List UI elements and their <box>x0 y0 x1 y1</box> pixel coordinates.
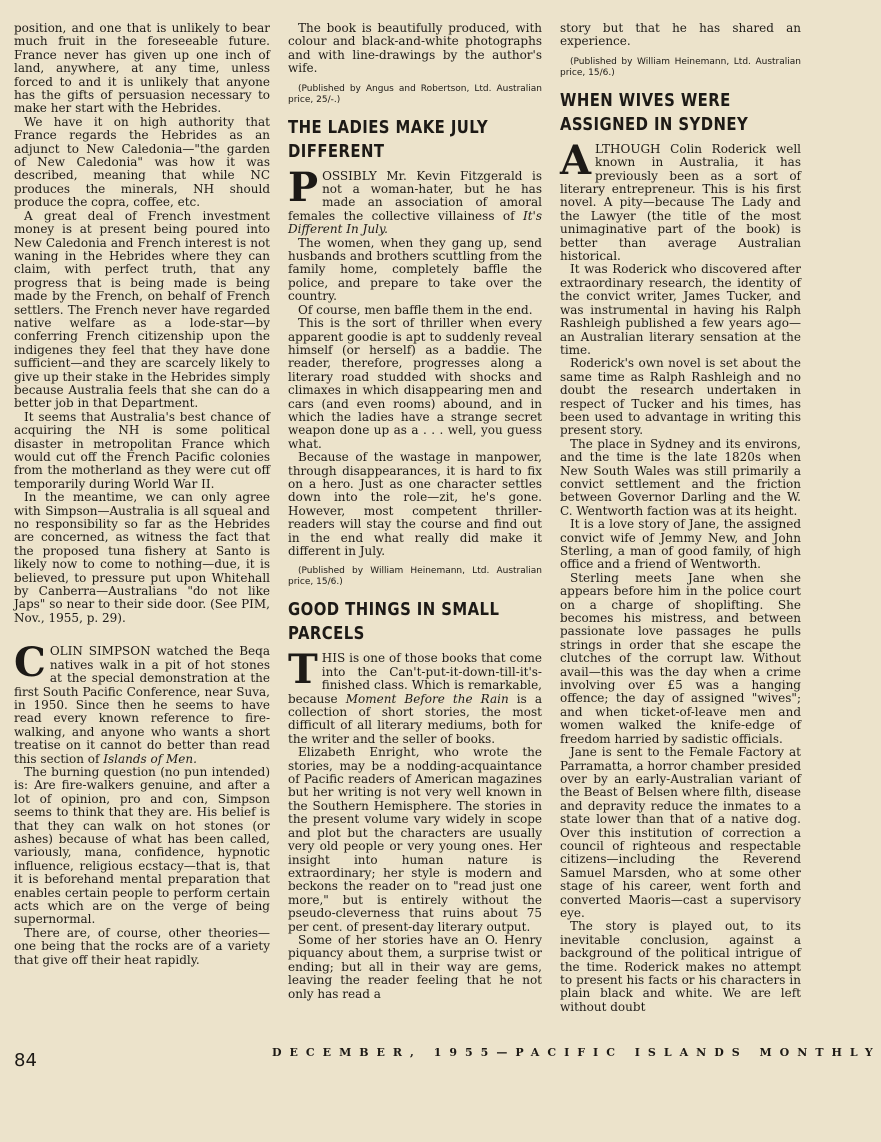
paragraph: We have it on high authority that France regards the Hebrides as an adjunct to New Caledonia—"the garden of New Caledonia" was how it was described, meaning that while NC produces the minerals, NH should produce the copra, coffee, etc. <box>14 114 270 210</box>
paragraph: This is the sort of thriller when every apparent goodie is apt to suddenly reveal himself (or herself) as a baddie. The reader, therefore, progresses along a literary road studded with shocks and climaxes in which disappearing men and cars (and even rooms) abound, and in which the ladies have a strange secret weapon done up as a . . . well, you guess what. <box>288 316 542 451</box>
paragraph: It seems that Australia's best chance of acquiring the NH is some political disaster in metropolitan France which would cut off the French Pacific colonies from the motherland as they were cut off temporarily during World War II. <box>14 409 270 491</box>
book-title: It's Different In July. <box>288 208 542 237</box>
paragraph: A great deal of French investment money is at present being poured into New Caledonia and French interest is not waning in the Hebrides where they can claim, with perfect truth, that any progress that is being made is being made by the French, on behalf of French settlers. The French never have regarded native welfare as a lode-star—by conferring French citizenship upon the indigenes they feel that they have done sufficient—and they are scarcely likely to give up their stake in the Hebrides simply because Australia feels that she can do a better job in that Department. <box>14 208 270 411</box>
paragraph: Roderick's own novel is set about the same time as Ralph Rashleigh and no doubt the research undertaken in respect of Tucker and his times, has been used to advantage in writing this present story. <box>560 356 801 438</box>
paragraph: The book is beautifully produced, with colour and black-and-white photographs and with line-drawings by the author's wife. <box>288 21 542 76</box>
paragraph: The women, when they gang up, send husbands and brothers scuttling from the family home, completely baffle the police, and prepare to take over the country. <box>288 235 542 304</box>
headline-ladies: THE LADIES MAKE JULY DIFFERENT <box>288 117 489 162</box>
paragraph: There are, of course, other theories—one being that the rocks are of a variety that give off their heat rapidly. <box>14 925 270 967</box>
section-opening-paragraph <box>288 163 542 237</box>
book-title: Islands of Men. <box>103 751 197 766</box>
paragraph: Jane is sent to the Female Factory at Parramatta, a horror chamber presided over by an early-Australian variant of the Beast of Belsen where filth, disease and depravity reduce the inmates to a state lower than that of a native dog. Over this institution of correction a council of righteous and respectable citizens—including the Reverend Samuel Marsden, who at some other stage of his career, went forth and converted Maoris—cast a supervisory eye. <box>560 745 801 920</box>
paragraph: It is a love story of Jane, the assigned convict wife of Jemmy New, and John Sterling, a man of good family, of high office and a friend of Wentworth. <box>560 517 801 572</box>
book-title: Moment Before the Rain <box>345 691 509 706</box>
drop-cap: A <box>560 136 592 184</box>
paragraph: It was Roderick who discovered after extraordinary research, the identity of the convict writer, James Tucker, and was instrumental in having his Ralph Rashleigh published a few years ago—an Australian literary sensation at the time. <box>560 262 801 357</box>
headline-good-things: GOOD THINGS IN SMALL PARCELS <box>288 600 500 645</box>
opening-text: HIS is one of those books that come into the Can't-put-it-down-till-it's-finished class. Which is remarkable, because <box>288 651 542 706</box>
paragraph: position, and one that is unlikely to bear much fruit in the foreseeable future. France never has given up one inch of land, anywhere, at any time, unless forced to and it is unlikely that anyone has the gifts of persuasion necessary to make her start with the Hebrides. <box>14 21 270 116</box>
paragraph: The burning question (no pun intended) is: Are fire-walkers genuine, and after a lot of opinion, pro and con, Simpson seems to think that they are. His belief is that they can walk on hot stones (or ashes) because of what has been called, variously, mana, confidence, hypnotic influence, religious ecstacy—that is, that it is beforehand mental preparation that enables certain people to perform certain acts which are on the verge of being supernormal. <box>14 764 270 927</box>
section-opening-paragraph <box>288 646 543 746</box>
headline-wives: WHEN WIVES WERE ASSIGNED IN SYDNEY <box>560 90 749 135</box>
paragraph: Sterling meets Jane when she appears before him in the police court on a charge of shoplifting. She becomes his mistress, and between passionate love passages he pulls strings in order that she escape the clutches of the corrupt law. Without avail—this was the day when a crime involving over £5 was a hanging offence; the day of assigned "wives"; and when ticket-of-leave men and women walked the knife-edge of freedom harried by sadistic officials. <box>560 570 801 746</box>
drop-cap: C <box>14 639 46 687</box>
opening-text: OLIN SIMPSON watched the Beqa natives walk in a pit of hot stones at the special demonstration at the first South Pacific Conference, near Suva, in 1950. Since then he seems to have read every known reference to fire-walking, and anyone who wants a short treatise on it cannot do better than read this section of <box>14 644 270 766</box>
publisher-note: (Published by William Heinemann, Ltd. Australian price, 15/6.) <box>560 56 801 78</box>
page-number: 84 <box>14 1050 37 1071</box>
page-footer <box>0 1044 881 1074</box>
paragraph: The place in Sydney and its environs, and the time is the late 1820s when New South Wales was still primarily a convict settlement and the friction between Governor Darling and the W. C. Wentworth faction was at its height. <box>560 436 801 518</box>
section-opening-paragraph <box>14 639 270 766</box>
column-3 <box>560 22 801 1032</box>
running-head: DECEMBER, 1955—PACIFIC ISLANDS MONTHLY <box>272 1046 881 1059</box>
paragraph: story but that he has shared an experience. <box>560 21 801 49</box>
paragraph: The story is played out, to its inevitable conclusion, against a background of the political intrigue of the time. Roderick makes no attempt to present his facts or his characters in plain black and white. We are left without doubt <box>560 919 801 1014</box>
column-2 <box>288 22 542 1032</box>
drop-cap: P <box>288 163 319 211</box>
paragraph: Elizabeth Enright, who wrote the stories, may be a nodding-acquaintance of Pacific readers of American magazines but her writing is not very well known in the Southern Hemisphere. The stories in the present volume vary widely in scope and plot but the characters are usually very old people or very young ones. Her insight into human nature is extraordinary; her style is modern and beckons the reader on to "read just one more," but is entirely without the pseudo-cleverness that ruins about 75 per cent. of present-day literary output. <box>288 745 542 934</box>
opening-text: OSSIBLY Mr. Kevin Fitzgerald is not a woman-hater, but he has made an association of amoral females the collective villainess of <box>288 168 542 223</box>
paragraph: Because of the wastage in manpower, through disappearances, it is hard to fix on a hero. Just as one character settles down into the role—zit, he's gone. However, most competent thriller-readers will stay the course and find out in the end what really did make it different in July. <box>288 450 542 558</box>
publisher-note: (Published by Angus and Robertson, Ltd. Australian price, 25/-.) <box>288 83 542 105</box>
opening-text-rest: is a collection of short stories, the most difficult of all literary mediums, both for the writer and the seller of books. <box>288 691 543 746</box>
publisher-note: (Published by William Heinemann, Ltd. Australian price, 15/6.) <box>288 566 542 588</box>
paragraph: Some of her stories have an O. Henry piquancy about them, a surprise twist or ending; but all in their way are gems, leaving the reader feeling that he not only has read a <box>288 932 542 1001</box>
opening-text: LTHOUGH Colin Roderick well known in Australia, it has previously been as a sort of literary entrepreneur. This is his first novel. A pity—because The Lady and the Lawyer (the title of the most unimaginative part of the book) is better than average Australian historical. <box>560 141 801 264</box>
paragraph: In the meantime, we can only agree with Simpson—Australia is all squeal and no responsibility so far as the Hebrides are concerned, as witness the fact that the proposed tuna fishery at Santo is likely now to come to nothing—due, it is believed, to pressure put upon Whitehall by Canberra—Australians "do not like Japs" so near to their side door. (See PIM, Nov., 1955, p. 29). <box>14 490 270 625</box>
section-opening-paragraph <box>560 136 801 264</box>
drop-cap: T <box>288 646 318 694</box>
paragraph: Of course, men baffle them in the end. <box>298 302 533 317</box>
column-1 <box>14 22 270 1032</box>
